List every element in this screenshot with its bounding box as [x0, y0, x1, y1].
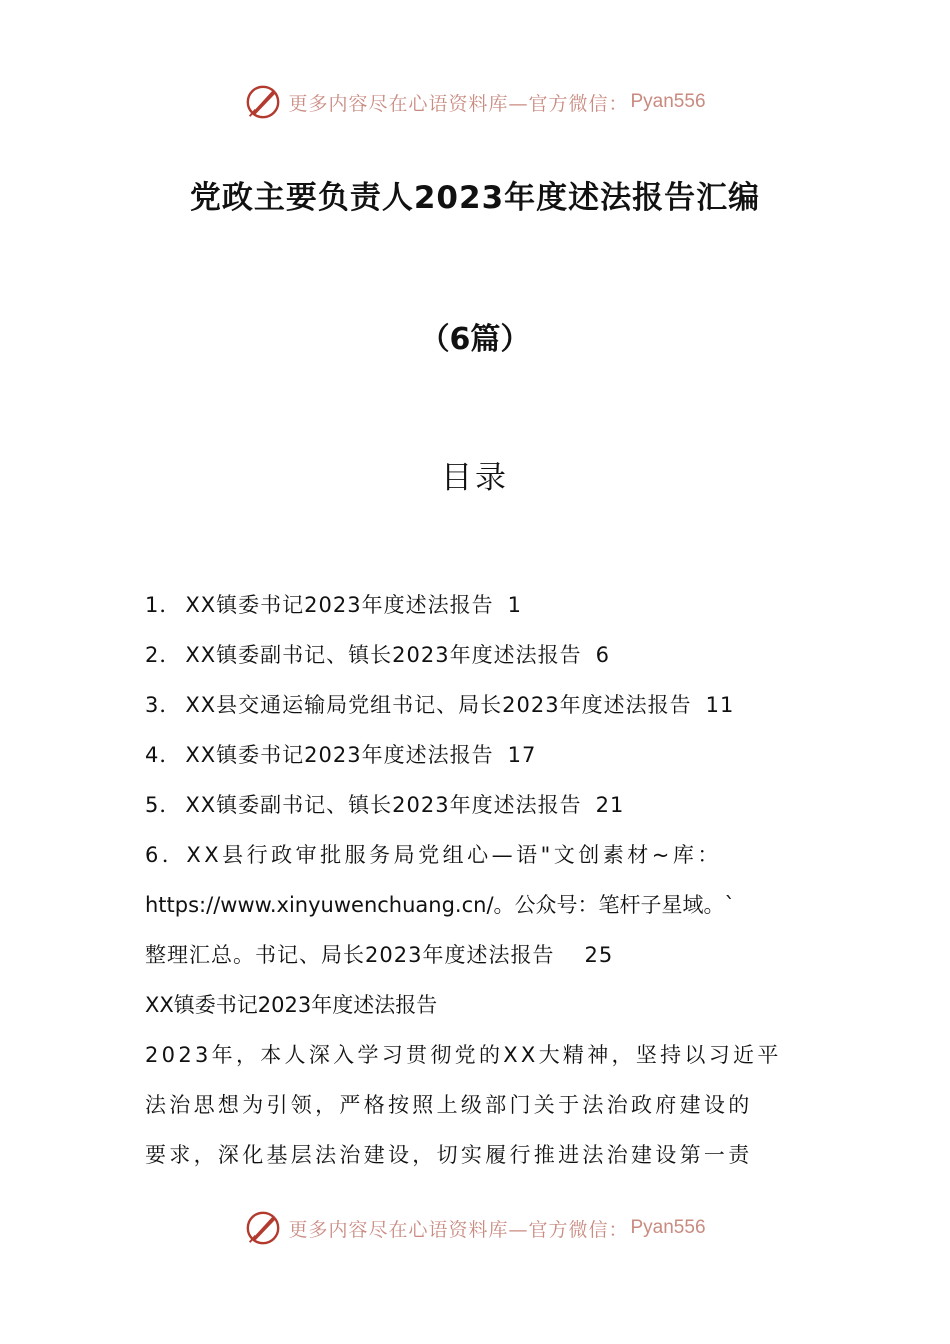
toc-item-6-line-3 [145, 930, 810, 980]
paragraph-line: 法治思想为引领，严格按照上级部门关于法治政府建设的 [145, 1093, 753, 1117]
toc-item [145, 780, 810, 830]
toc-item-6-line-1: 6．XX县行政审批服务局党组心—语"文创素材~库： [145, 843, 722, 867]
watermark-banner-bottom [0, 1206, 950, 1250]
toc-item-label: XX镇委副书记、镇长2023年度述法报告 [185, 643, 582, 667]
document-subtitle: （6篇） [419, 322, 531, 357]
section-heading: XX镇委书记2023年度述法报告 [145, 993, 438, 1017]
watermark-id: Pyan556 [630, 1217, 706, 1238]
toc-item-6-line-2: https://www.xinyuwenchuang.cn/。公众号：笔杆子星域。` [145, 893, 736, 917]
toc-item-page: 17 [507, 743, 537, 767]
toc-item [145, 630, 810, 680]
quill-seal-icon [244, 83, 282, 121]
toc-item [145, 730, 810, 780]
toc-item-page: 25 [584, 943, 614, 967]
watermark-text: 更多内容尽在心语资料库—官方微信： [288, 1218, 629, 1241]
toc-item-label: 整理汇总。书记、局长2023年度述法报告 [145, 943, 555, 967]
paragraph-line: 2023年，本人深入学习贯彻党的XX大精神，坚持以习近平 [145, 1043, 782, 1067]
toc-item-label: XX县交通运输局党组书记、局长2023年度述法报告 [185, 693, 692, 717]
toc-item-number: 5． [145, 793, 182, 817]
paragraph-line: 要求，深化基层法治建设，切实履行推进法治建设第一责 [145, 1143, 753, 1167]
toc-item-label: XX镇委书记2023年度述法报告 [185, 593, 494, 617]
quill-seal-icon [244, 1209, 282, 1247]
toc-heading: 目录 [441, 460, 509, 496]
document-body [145, 580, 810, 1180]
toc-item [145, 580, 810, 630]
toc-item-page: 6 [595, 643, 610, 667]
watermark-id: Pyan556 [630, 91, 706, 112]
watermark-banner-top [0, 80, 950, 124]
toc-item-number: 1． [145, 593, 182, 617]
toc-item-page: 11 [705, 693, 735, 717]
toc-item-number: 2． [145, 643, 182, 667]
toc-item-number: 4． [145, 743, 182, 767]
toc-item [145, 680, 810, 730]
toc-item-page: 1 [507, 593, 522, 617]
toc-item-page: 21 [595, 793, 625, 817]
toc-item-number: 3． [145, 693, 182, 717]
toc-item-label: XX镇委书记2023年度述法报告 [185, 743, 494, 767]
toc-item-label: XX镇委副书记、镇长2023年度述法报告 [185, 793, 582, 817]
watermark-text: 更多内容尽在心语资料库—官方微信： [288, 92, 629, 115]
document-title: 党政主要负责人2023年度述法报告汇编 [189, 180, 761, 216]
